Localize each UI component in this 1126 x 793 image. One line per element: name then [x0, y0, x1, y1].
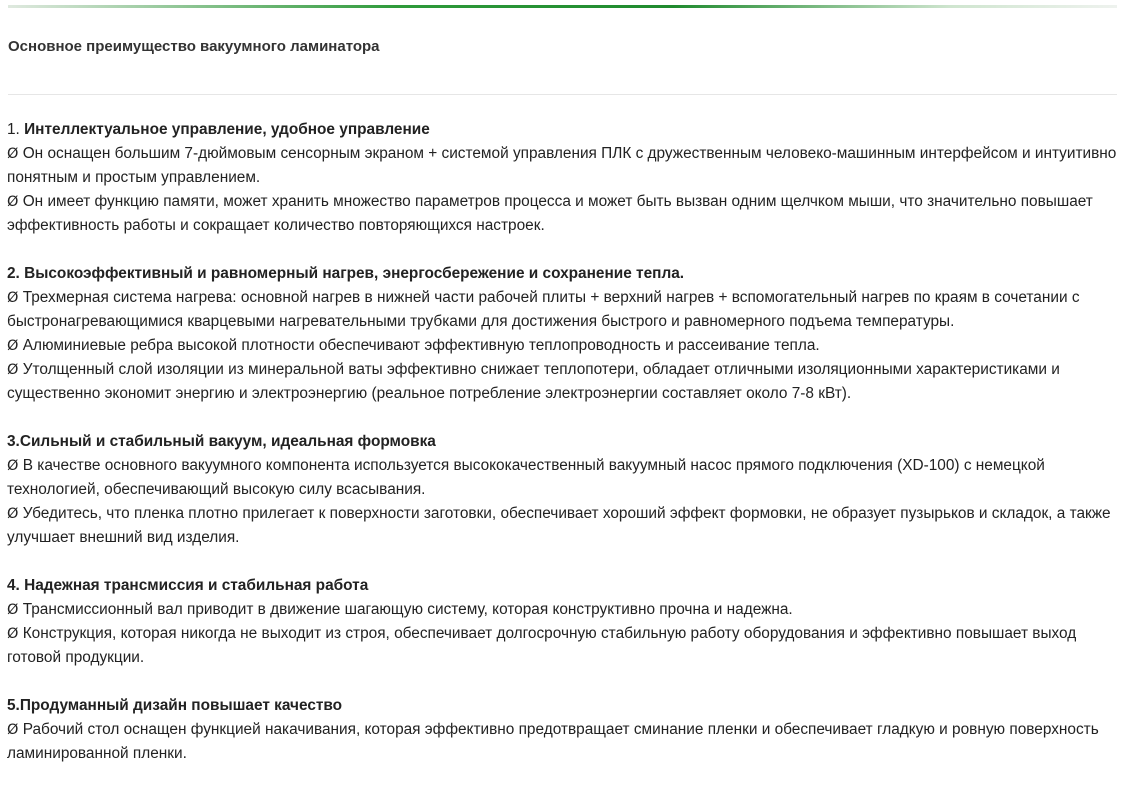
bullet-icon: Ø: [7, 626, 19, 642]
section-title: 5.Продуманный дизайн повышает качество: [7, 697, 343, 714]
bullet-item: [7, 454, 1119, 502]
bullet-item: [7, 598, 1119, 622]
section-4: [7, 574, 1119, 670]
section-title-text: Интеллектуальное управление, удобное управление: [24, 121, 430, 138]
bullet-text: Рабочий стол оснащен функцией накачивания, которая эффективно предотвращает сминание пленки и обеспечивает гладкую и ровную поверхность ламинированной пленки.: [7, 721, 1099, 762]
bullet-item: [7, 502, 1119, 550]
section-1: [7, 118, 1119, 238]
bullet-icon: Ø: [7, 506, 19, 522]
bullet-icon: Ø: [7, 338, 19, 354]
bullet-item: [7, 190, 1119, 238]
bullet-text: Он оснащен большим 7-дюймовым сенсорным экраном + системой управления ПЛК с дружественным человеко-машинным интерфейсом и интуитивно понятным и простым управлением.: [7, 145, 1117, 186]
page-title: Основное преимущество вакуумного ламинатора: [8, 38, 380, 55]
bullet-icon: Ø: [7, 722, 19, 738]
section-3: [7, 430, 1119, 550]
bullet-text: В качестве основного вакуумного компонента используется высококачественный вакуумный насос прямого подключения (XD-100) с немецкой технологией, обеспечивающий высокую силу всасывания.: [7, 457, 1045, 498]
bullet-item: [7, 286, 1119, 334]
bullet-item: [7, 334, 1119, 358]
bullet-icon: Ø: [7, 146, 19, 162]
article-body: [7, 118, 1119, 790]
section-title: [7, 118, 1119, 142]
bullet-icon: Ø: [7, 194, 19, 210]
section-title: 2. Высокоэффективный и равномерный нагрев, энергосбережение и сохранение тепла.: [7, 265, 685, 282]
bullet-item: [7, 622, 1119, 670]
top-accent-rule: [8, 5, 1117, 8]
bullet-text: Утолщенный слой изоляции из минеральной ваты эффективно снижает теплопотери, обладает отличными изоляционными характеристиками и существенно экономит энергию и электроэнергию (реальное потребление электроэнергии составляет около 7-8 кВт).: [7, 361, 1060, 402]
section-number: 1.: [7, 121, 25, 138]
bullet-item: [7, 358, 1119, 406]
section-2: [7, 262, 1119, 406]
bullet-text: Трансмиссионный вал приводит в движение шагающую систему, которая конструктивно прочна и надежна.: [22, 601, 793, 618]
bullet-text: Трехмерная система нагрева: основной нагрев в нижней части рабочей плиты + верхний нагрев + вспомогательный нагрев по краям в сочетании с быстронагревающимися кварцевыми нагревательными трубками для достижения быстрого и равномерного подъема температуры.: [7, 289, 1080, 330]
bullet-text: Конструкция, которая никогда не выходит из строя, обеспечивает долгосрочную стабильную работу оборудования и эффективно повышает выход готовой продукции.: [7, 625, 1077, 666]
bullet-icon: Ø: [7, 290, 19, 306]
bullet-text: Алюминиевые ребра высокой плотности обеспечивают эффективную теплопроводность и рассеивание тепла.: [22, 337, 820, 354]
section-title: 4. Надежная трансмиссия и стабильная работа: [7, 577, 369, 594]
heading-divider: [8, 94, 1117, 95]
section-title: 3.Сильный и стабильный вакуум, идеальная формовка: [7, 433, 436, 450]
bullet-icon: Ø: [7, 362, 19, 378]
bullet-text: Он имеет функцию памяти, может хранить множество параметров процесса и может быть вызван одним щелчком мыши, что значительно повышает эффективность работы и сокращает количество повторяющихся настроек.: [7, 193, 1093, 234]
bullet-icon: Ø: [7, 602, 19, 618]
bullet-item: [7, 142, 1119, 190]
section-5: [7, 694, 1119, 766]
bullet-text: Убедитесь, что пленка плотно прилегает к поверхности заготовки, обеспечивает хороший эффект формовки, не образует пузырьков и складок, а также улучшает внешний вид изделия.: [7, 505, 1111, 546]
bullet-item: [7, 718, 1119, 766]
bullet-icon: Ø: [7, 458, 19, 474]
